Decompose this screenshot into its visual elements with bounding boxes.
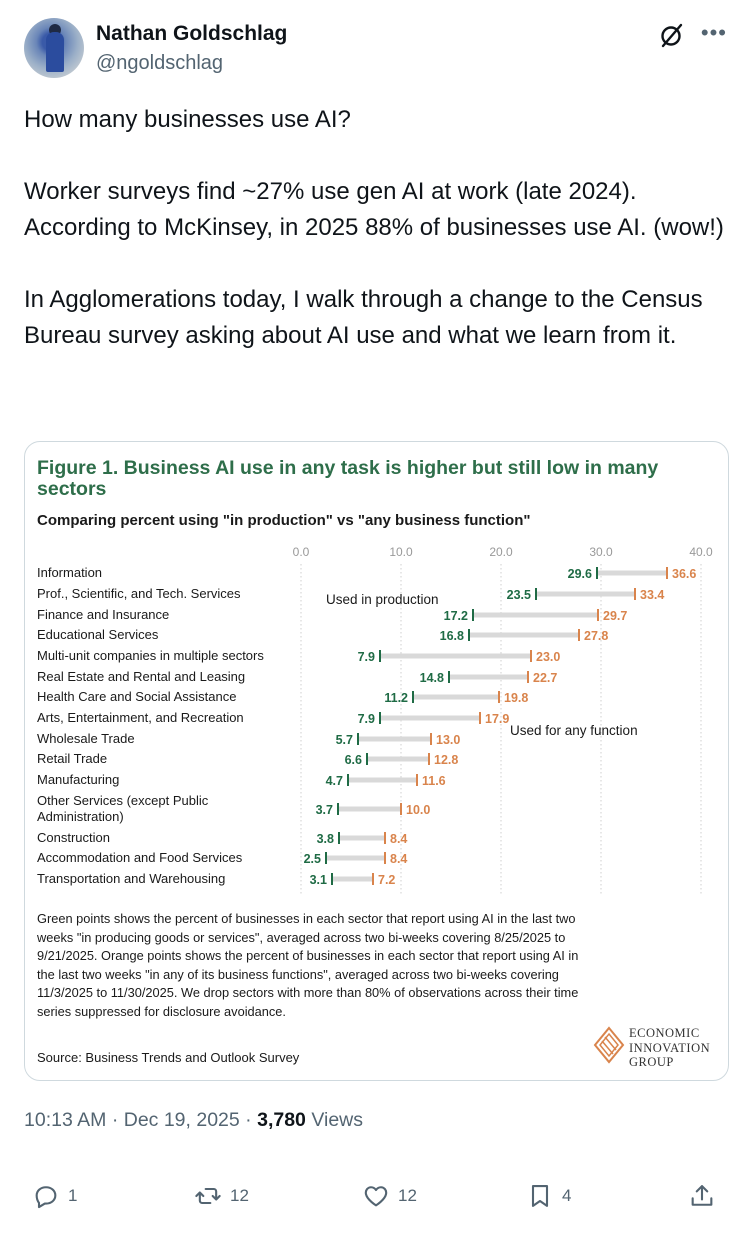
category-label: Information <box>37 565 103 580</box>
annotation-any-function: Used for any function <box>510 723 638 738</box>
share-button[interactable] <box>688 1178 716 1214</box>
x-tick-label: 30.0 <box>589 545 613 559</box>
production-value-label: 4.7 <box>325 774 343 788</box>
grok-icon[interactable] <box>659 22 685 48</box>
tweet-date[interactable]: Dec 19, 2025 <box>123 1109 240 1131</box>
repost-count: 12 <box>230 1186 249 1205</box>
views-count: 3,780 <box>257 1109 306 1131</box>
any-function-value-label: 11.6 <box>422 774 446 788</box>
any-function-value-label: 27.8 <box>584 629 609 643</box>
figure-subtitle: Comparing percent using "in production" vs "any business function" <box>37 512 531 529</box>
category-label: Accommodation and Food Services <box>37 850 243 865</box>
tweet-paragraph: How many businesses use AI? <box>24 106 351 133</box>
production-value-label: 7.9 <box>357 650 375 664</box>
share-icon <box>688 1182 716 1210</box>
category-label: Arts, Entertainment, and Recreation <box>37 710 244 725</box>
category-label: Finance and Insurance <box>37 607 170 622</box>
production-value-label: 11.2 <box>384 691 408 705</box>
category-label: Retail Trade <box>37 751 108 766</box>
production-value-label: 14.8 <box>419 671 444 685</box>
any-function-value-label: 23.0 <box>536 650 561 664</box>
production-value-label: 23.5 <box>506 588 531 602</box>
any-function-value-label: 12.8 <box>434 753 459 767</box>
tweet-image-card[interactable] <box>24 441 729 1081</box>
category-label: Real Estate and Rental and Leasing <box>37 669 246 684</box>
heart-icon <box>362 1182 390 1210</box>
category-label: Educational Services <box>37 627 159 642</box>
production-value-label: 3.8 <box>316 832 334 846</box>
production-value-label: 16.8 <box>439 629 464 643</box>
more-options-icon[interactable]: ••• <box>700 20 727 45</box>
bookmark-button[interactable] <box>526 1178 571 1214</box>
category-label: Prof., Scientific, and Tech. Services <box>37 586 241 601</box>
any-function-value-label: 7.2 <box>378 873 396 887</box>
x-tick-label: 10.0 <box>389 545 413 559</box>
category-label: Health Care and Social Assistance <box>37 689 237 704</box>
bookmark-count: 4 <box>562 1186 572 1205</box>
any-function-value-label: 22.7 <box>533 671 558 685</box>
production-value-label: 2.5 <box>303 852 321 866</box>
author-name[interactable]: Nathan Goldschlag <box>96 22 288 45</box>
category-label: Wholesale Trade <box>37 731 135 746</box>
eig-diamond-icon <box>593 1026 625 1064</box>
production-value-label: 7.9 <box>357 712 375 726</box>
repost-button[interactable] <box>194 1178 249 1214</box>
production-value-label: 5.7 <box>335 733 353 747</box>
like-button[interactable] <box>362 1178 417 1214</box>
tweet-paragraph: Worker surveys find ~27% use gen AI at work (late 2024). According to McKinsey, in 2025 88% of businesses use AI. (wow!) <box>24 178 724 241</box>
production-value-label: 17.2 <box>443 609 468 623</box>
x-tick-label: 40.0 <box>689 545 713 559</box>
eig-logo <box>593 1026 723 1072</box>
dumbbell-chart <box>25 538 729 900</box>
tweet-time[interactable]: 10:13 AM <box>24 1109 107 1131</box>
any-function-value-label: 10.0 <box>406 803 431 817</box>
reply-count: 1 <box>68 1186 78 1205</box>
avatar[interactable] <box>24 18 84 78</box>
category-label: Manufacturing <box>37 772 120 787</box>
x-tick-label: 0.0 <box>292 545 310 559</box>
category-label: Transportation and Warehousing <box>37 871 226 886</box>
any-function-value-label: 36.6 <box>672 567 697 581</box>
eig-logo-line: INNOVATION <box>629 1040 711 1055</box>
category-label: Construction <box>37 830 110 845</box>
tweet-paragraph: In Agglomerations today, I walk through a change to the Census Bureau survey asking about AI use and what we learn from it. <box>24 286 703 349</box>
category-label: Other Services (except Public Administration) <box>37 793 209 824</box>
production-value-label: 3.1 <box>309 873 327 887</box>
author-handle[interactable]: @ngoldschlag <box>96 52 224 74</box>
repost-icon <box>194 1182 222 1210</box>
x-tick-label: 20.0 <box>489 545 513 559</box>
reply-icon <box>32 1182 60 1210</box>
bookmark-icon <box>526 1182 554 1210</box>
any-function-value-label: 8.4 <box>390 832 408 846</box>
like-count: 12 <box>398 1186 417 1205</box>
tweet-header <box>24 16 729 80</box>
tweet-meta: 10:13 AM · Dec 19, 2025 · 3,780 Views <box>24 1109 363 1131</box>
eig-logo-line: ECONOMIC <box>629 1026 700 1040</box>
production-value-label: 3.7 <box>315 803 333 817</box>
tweet-text <box>24 102 729 354</box>
figure-title: Figure 1. Business AI use in any task is higher but still low in many sectors <box>37 457 659 500</box>
figure-caption: Green points shows the percent of businesses in each sector that report using AI in the last two weeks "in producing goods or services", averaged across two bi-weeks covering 8/25/2025 to 9/21/2025. Orange points shows the percent of businesses in each sector that report using AI in the last two weeks "in any of its business functions", averaged across two bi-weeks covering 11/3/2025 to 11/30/2025. We drop sectors with more than 80% of observations across their time series suppressed for disclosure avoidance. <box>37 911 579 1019</box>
production-value-label: 29.6 <box>567 567 592 581</box>
reply-button[interactable] <box>32 1178 77 1214</box>
any-function-value-label: 17.9 <box>485 712 510 726</box>
any-function-value-label: 8.4 <box>390 852 408 866</box>
any-function-value-label: 29.7 <box>603 609 628 623</box>
any-function-value-label: 19.8 <box>504 691 529 705</box>
figure-source: Source: Business Trends and Outlook Survey <box>37 1050 300 1065</box>
action-bar <box>24 1178 729 1218</box>
any-function-value-label: 13.0 <box>436 733 461 747</box>
any-function-value-label: 33.4 <box>640 588 665 602</box>
views-label: Views <box>311 1109 363 1131</box>
eig-logo-line: GROUP <box>629 1055 674 1069</box>
category-label: Multi-unit companies in multiple sectors <box>37 648 264 663</box>
annotation-production: Used in production <box>326 592 439 607</box>
production-value-label: 6.6 <box>344 753 362 767</box>
